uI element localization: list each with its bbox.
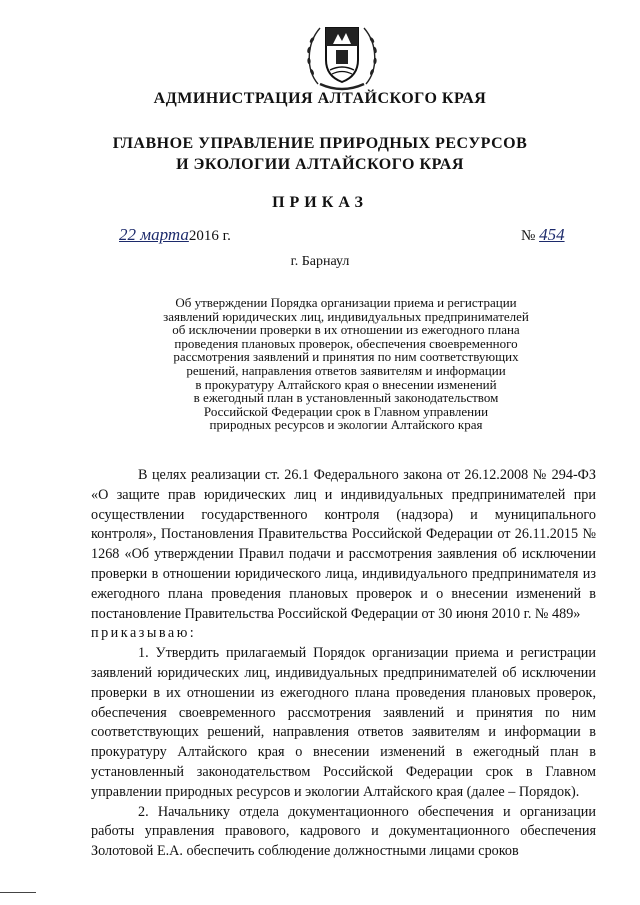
handwritten-date: 22 марта [119, 225, 189, 244]
subject-line: об исключении проверки в их отношении из ежегодного плана [172, 322, 520, 338]
administration-title: АДМИНИСТРАЦИЯ АЛТАЙСКОГО КРАЯ [153, 90, 487, 107]
subject-line: Российской Федерации срок в Главном управлении [203, 403, 489, 419]
subject-line: в прокуратуру Алтайского края о внесении изменений [195, 376, 497, 392]
preamble-paragraph [91, 466, 596, 644]
subject-line: проведения плановых проверок, обеспечения своевременного [174, 335, 518, 351]
department-title [0, 133, 640, 175]
footer-divider [0, 892, 36, 893]
order-subject [140, 296, 552, 432]
subject-line: заявлений юридических лиц, индивидуальных предпринимателей [163, 308, 529, 324]
department-title-line-1: ГЛАВНОЕ УПРАВЛЕНИЕ ПРИРОДНЫХ РЕСУРСОВ [112, 135, 528, 152]
city: г. Барнаул [290, 254, 350, 269]
handwritten-number: 454 [539, 225, 565, 244]
department-title-line-2: И ЭКОЛОГИИ АЛТАЙСКОГО КРАЯ [176, 156, 464, 173]
subject-line: Об утверждении Порядка организации приема и регистрации [175, 295, 517, 310]
subject-line: решений, направления ответов заявителям и информации [186, 362, 506, 378]
document-type: ПРИКАЗ [272, 194, 368, 211]
subject-line: рассмотрения заявлений и принятия по ним соответствующих [173, 349, 519, 365]
item-1-paragraph: 1. Утвердить прилагаемый Порядок организации приема и регистрации заявлений юридических лиц, индивидуальных предпринимателей об исключении проверки в их отношении из ежегодного плана проведения плановых проверок, обеспечения своевременного рассмотрения заявлений и принятия по ним соответствующих решений, направления ответов заявителям и информации в прокуратуру Алтайского края о внесении изменений в ежегодный план в установленный законодательством Российской Федерации срок в Главном управлении природных ресурсов и экологии Алтайского края (далее – Порядок). [91, 645, 596, 800]
order-year: 2016 г. [188, 228, 231, 244]
number-sign: № [521, 228, 536, 244]
coat-of-arms-emblem [300, 14, 384, 98]
order-number [521, 225, 565, 245]
preamble-text: В целях реализации ст. 26.1 Федерального закона от 26.12.2008 № 294-ФЗ «О защите прав юридических лиц и индивидуальных предпринимателей при осуществлении государственного контроля (надзора) и муниципального контроля», Постановления Правительства Российской Федерации от 26.11.2015 № 1268 «Об утверждении Правил подачи и рассмотрения заявления об исключении проверки в отношении юридического лица, индивидуального предпринимателя из ежегодного плана проведения плановых проверок и о внесении изменений в постановление Правительства Российской Федерации от 30 июня 2010 г. № 489» [91, 467, 596, 622]
order-word: приказываю: [91, 625, 197, 642]
order-date [119, 225, 231, 245]
subject-line: в ежегодный план в установленный законодательством [193, 390, 499, 406]
subject-line: природных ресурсов и экологии Алтайского края [209, 417, 483, 433]
item-2-paragraph: 2. Начальнику отдела документационного обеспечения и организации работы управления правового, кадрового и документационного обеспечения Золотовой Е.А. обеспечить соблюдение должностными лицами сроков [91, 803, 596, 860]
order-body [91, 466, 596, 862]
